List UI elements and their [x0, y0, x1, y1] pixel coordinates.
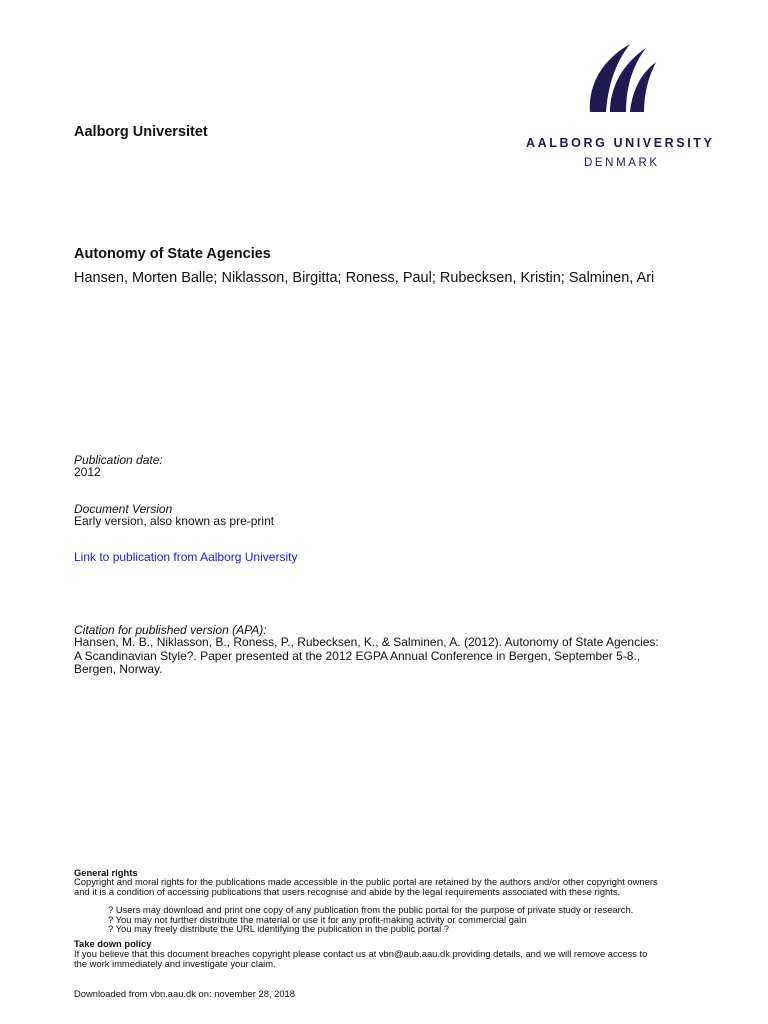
- publication-authors: Hansen, Morten Balle; Niklasson, Birgitta; Roness, Paul; Rubecksen, Kristin; Salminen, Ari: [74, 270, 655, 286]
- publication-link[interactable]: Link to publication from Aalborg University: [74, 550, 298, 564]
- citation-line: A Scandinavian Style?. Paper presented at the 2012 EGPA Annual Conference in Bergen, September 5-8.,: [74, 648, 641, 663]
- citation-label: Citation for published version (APA):: [74, 623, 267, 637]
- logo-university-name: AALBORG UNIVERSITY: [526, 136, 715, 150]
- general-rights-line: and it is a condition of accessing publications that users recognise and abide by the legal requirements associated with these rights.: [74, 885, 621, 897]
- rights-bullet: ? You may freely distribute the URL identifying the publication in the public portal ?: [108, 923, 450, 935]
- logo-country: DENMARK: [584, 157, 660, 169]
- aalborg-university-logo: [520, 40, 730, 180]
- download-note: Downloaded from vbn.aau.dk on: november 28, 2018: [74, 988, 295, 999]
- rights-bullet: ? Users may download and print one copy of any publication from the public portal for the purpose of private study or research.: [108, 904, 634, 915]
- general-rights-text: [74, 877, 734, 896]
- take-down-line: the work immediately and investigate your claim.: [74, 957, 276, 969]
- institution-name: Aalborg Universitet: [74, 124, 208, 140]
- take-down-heading: Take down policy: [74, 938, 152, 949]
- citation-line: Hansen, M. B., Niklasson, B., Roness, P., Rubecksen, K., & Salminen, A. (2012). Autonomy of State Agencies:: [74, 635, 659, 649]
- citation-text: [74, 636, 734, 677]
- rights-bullet: ? You may not further distribute the material or use it for any profit-making activity or commercial gain: [108, 913, 527, 925]
- document-version: Early version, also known as pre-print: [74, 514, 275, 528]
- take-down-line: If you believe that this document breaches copyright please contact us at vbn@aub.aau.dk providing details, and we will remove access to: [74, 948, 648, 959]
- rights-bullet-list: [108, 905, 633, 934]
- publication-date-label: Publication date:: [74, 453, 163, 467]
- publication-date: 2012: [74, 465, 101, 479]
- general-rights-line: Copyright and moral rights for the publications made accessible in the public portal are retained by the authors and/or other copyright owners: [74, 876, 658, 887]
- take-down-text: [74, 949, 647, 968]
- citation-line: Bergen, Norway.: [74, 662, 163, 676]
- document-version-label: Document Version: [74, 502, 173, 516]
- university-emblem-icon: [580, 40, 660, 120]
- publication-title: Autonomy of State Agencies: [74, 246, 271, 262]
- general-rights-heading: General rights: [74, 867, 138, 878]
